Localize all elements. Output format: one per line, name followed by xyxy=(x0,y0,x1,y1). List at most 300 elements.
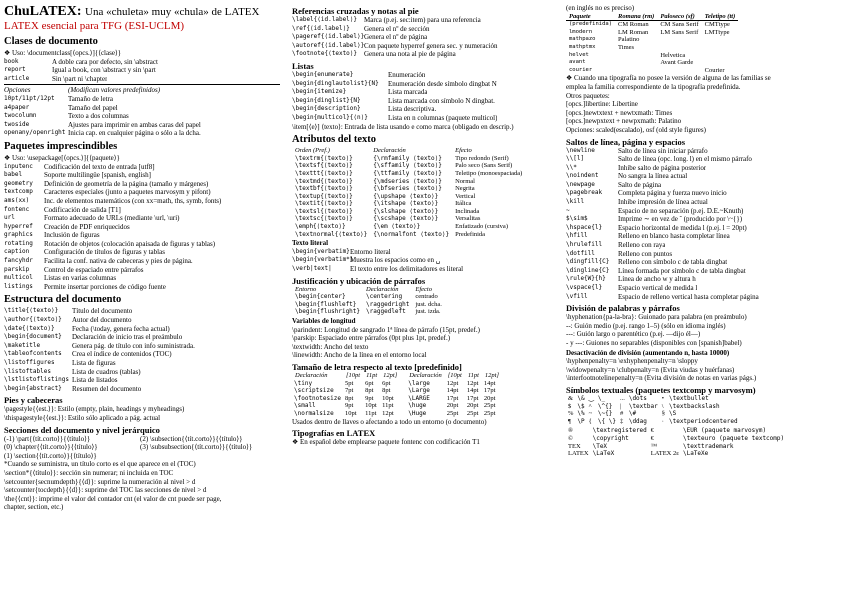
item-desc: Lista de cuadros (tablas) xyxy=(72,367,141,376)
column-header: Orden (Pref.) xyxy=(295,147,330,155)
list-item xyxy=(4,266,280,275)
item-key: \vspace{l} xyxy=(566,284,603,291)
justify-table xyxy=(292,286,445,316)
list-item xyxy=(4,316,280,325)
table-cell: 20pt xyxy=(446,402,459,410)
item-key: \begin{verbatim} xyxy=(292,247,350,255)
fontsize-table-right xyxy=(406,372,502,418)
item-key: \newpage xyxy=(566,180,595,188)
list-item xyxy=(4,248,280,257)
section-cmd: (1) \section{⟨tít.corto⟩}{⟨título⟩} xyxy=(4,451,97,460)
item-key: a4paper xyxy=(4,103,30,111)
list-item xyxy=(292,256,560,265)
table-cell: \textbar xyxy=(628,402,658,410)
table-cell: 25pt xyxy=(466,409,479,417)
table-cell: \# xyxy=(628,410,637,418)
item-desc: Tamaño de letra xyxy=(68,94,113,103)
item-key: \vfill xyxy=(566,292,588,300)
lists-list xyxy=(292,71,560,123)
table-cell: 6pt xyxy=(365,379,374,387)
table-row xyxy=(292,387,400,395)
table-row xyxy=(566,44,738,52)
list-item xyxy=(292,33,560,42)
list-item xyxy=(292,114,560,123)
list-item xyxy=(566,267,844,276)
list-item xyxy=(292,97,560,106)
item-desc: Igual a book, con \abstract y sin \part xyxy=(52,66,156,75)
column-2 xyxy=(292,4,560,447)
table-cell: \ddag xyxy=(628,417,647,425)
table-row xyxy=(566,435,786,443)
table-cell: \textup{⟨texto⟩} xyxy=(295,192,353,200)
table-cell: {\ttfamily ⟨texto⟩} xyxy=(373,169,442,177)
section-title-fontsize: Tamaño de letra respecto al texto [predefinido] xyxy=(292,361,462,372)
item-desc: Con paquete hyperref genera sec. y numeración xyxy=(364,41,498,50)
table-cell: Teletipo (monoespaciada) xyxy=(455,169,523,177)
table-cell: Avant Garde xyxy=(660,59,694,67)
table-cell: Inclinada xyxy=(455,207,480,215)
section-title-literal: Texto literal xyxy=(292,239,329,248)
table-cell: LM Sans Serif xyxy=(660,28,699,36)
table-cell: TEX xyxy=(568,442,581,450)
item-key: \\[l] xyxy=(566,155,585,163)
item-key: fontenc xyxy=(4,205,30,213)
table-cell: \textperiodcentered xyxy=(668,417,738,425)
item-desc: Facilita la conf. nativa de cabeceras y pies de página. xyxy=(44,257,193,266)
table-cell: \texttt{⟨texto⟩} xyxy=(295,169,353,177)
table-cell xyxy=(657,44,701,52)
table-cell: 17pt xyxy=(466,394,479,402)
text-line: [opcs.]libertine: Libertine xyxy=(566,100,638,109)
table-row xyxy=(292,178,525,186)
table-cell: 8pt xyxy=(344,394,354,402)
table-cell: Courier xyxy=(704,66,725,74)
hyph-list-2 xyxy=(566,357,844,383)
list-item xyxy=(292,265,560,274)
table-cell: \scriptsize xyxy=(294,387,334,395)
list-item xyxy=(566,224,844,233)
text-line: ❖ Cuando una tipografía no posee la versión de alguna de las familias se xyxy=(566,74,771,83)
section-title-breaks: Saltos de línea, página y espacios xyxy=(566,136,686,147)
table-row xyxy=(566,410,740,418)
text-line: --: Guión medio (p.ej. rango 1–5) (sólo en idioma inglés) xyxy=(566,321,726,330)
table-cell: 11pt xyxy=(365,409,377,417)
section-cmd: (0) \chapter{⟨tít.corto⟩}{⟨título⟩} xyxy=(4,443,98,452)
text-line: \hyphenpenalty=n \exhyphenpenalty=n \sloppy xyxy=(566,357,698,366)
item-key: inputenc xyxy=(4,162,33,170)
list-item xyxy=(566,284,844,293)
table-cell: € xyxy=(650,427,655,435)
table-cell: Palo seco (Sans Serif) xyxy=(455,162,513,170)
table-cell: mathptmx xyxy=(569,43,596,50)
column-header: Paloseco (sf) xyxy=(657,13,701,21)
item-desc: Texto a dos columnas xyxy=(68,112,129,121)
item-desc: Lista marcada xyxy=(388,88,428,97)
item-desc: Inhibe salto de página posterior xyxy=(618,163,707,172)
item-desc: Creación de PDF enriquecidos xyxy=(44,222,130,231)
table-row xyxy=(406,402,502,410)
table-cell: avant xyxy=(569,59,586,66)
item-key: hyperref xyxy=(4,222,33,230)
table-row xyxy=(406,410,502,418)
item-desc: A doble cara por defecto, sin \abstract xyxy=(52,57,158,66)
table-row xyxy=(566,395,740,403)
column-header: 12pt] xyxy=(383,371,398,379)
table-cell xyxy=(657,67,701,75)
table-cell: {\em ⟨texto⟩} xyxy=(373,223,421,231)
table-cell: Itálica xyxy=(455,200,472,208)
item-desc: Genera pág. de título con info suministrada. xyxy=(72,341,195,350)
list-item xyxy=(566,147,844,156)
list-item xyxy=(4,350,280,359)
list-item xyxy=(4,342,280,351)
table-cell: Negrita xyxy=(455,185,475,193)
item-key: \ref{⟨id.label⟩} xyxy=(292,24,350,32)
column-1 xyxy=(4,4,280,512)
table-cell: \large xyxy=(408,379,430,387)
text-line: Opciones: scaled(escalado), osf (old style figures) xyxy=(566,125,706,134)
table-cell: \textregistered xyxy=(592,427,647,435)
table-cell: \textit{⟨texto⟩} xyxy=(295,200,353,208)
table-cell: • xyxy=(661,394,665,402)
text-line: \textwidth: Ancho del texto xyxy=(292,342,369,351)
item-desc: El texto entre los delimitadores es literal xyxy=(350,265,464,274)
table-cell: \P xyxy=(577,417,585,425)
item-key: \listoftables xyxy=(4,367,51,375)
item-key: \newline xyxy=(566,146,595,154)
table-row xyxy=(566,427,786,435)
item-key: textcomp xyxy=(4,188,33,196)
table-cell: 20pt xyxy=(483,394,496,402)
item-key: \author{⟨texto⟩} xyxy=(4,316,62,324)
section-title-refs: Referencias cruzadas y notas al pie xyxy=(292,6,419,16)
item-desc: Salto de página xyxy=(618,180,662,189)
text-line: \widowpenalty=n \clubpenalty=n (Evita viudas y huérfanas) xyxy=(566,365,735,374)
table-cell: # xyxy=(619,410,624,418)
table-row xyxy=(566,403,740,411)
table-row xyxy=(292,380,400,388)
table-cell: ‿ xyxy=(588,394,594,402)
table-cell: \footnotesize xyxy=(294,394,341,402)
table-cell: \small xyxy=(294,402,316,410)
list-item xyxy=(4,223,280,232)
list-item xyxy=(4,435,280,444)
list-item xyxy=(566,241,844,250)
fontsize-tables xyxy=(292,372,560,418)
table-cell: 9pt xyxy=(344,402,354,410)
column-3 xyxy=(566,4,844,458)
item-key: \noindent xyxy=(566,172,599,180)
list-item xyxy=(566,198,844,207)
table-cell: \LaTeXe xyxy=(682,450,709,458)
table-cell: \textnormal{⟨texto⟩} xyxy=(295,230,368,238)
table-cell: \Large xyxy=(408,387,430,395)
table-cell: · xyxy=(661,417,664,425)
item-desc: Imprime ∼ en vez de ˜ (producido por \~{}) xyxy=(618,215,743,224)
item-key: \listoffigures xyxy=(4,359,55,366)
table-row xyxy=(292,200,525,208)
table-cell: Helvetica xyxy=(660,51,686,59)
column-header: 11pt xyxy=(467,371,479,379)
table-cell: \texteuro (paquete textcomp) xyxy=(682,434,785,442)
symbols-table-2 xyxy=(566,427,786,457)
section-title-attrs: Atributos del texto xyxy=(292,134,376,146)
fontsize-table-left xyxy=(292,372,400,418)
item-key: \hrulefill xyxy=(566,241,603,249)
list-item xyxy=(4,231,280,240)
table-row xyxy=(566,59,738,67)
item-desc: Listas en varias columnas xyxy=(44,274,117,283)
item-key: \verb|text| xyxy=(292,265,332,273)
table-row xyxy=(566,36,738,44)
table-cell: courier xyxy=(569,66,593,73)
text-line: *Cuando se suministra, un título corto es el que aparece en el (TOC) xyxy=(4,460,196,469)
list-item xyxy=(4,180,280,189)
table-cell: Enfatizado (cursiva) xyxy=(455,223,508,231)
list-item xyxy=(566,181,844,190)
text-line: Otros paquetes: xyxy=(566,91,610,100)
section-title-headers: Pies y cabeceras xyxy=(4,395,63,406)
table-cell: 10pt xyxy=(382,394,394,402)
table-cell: \LaTeX xyxy=(592,450,615,458)
table-cell: % xyxy=(568,410,574,418)
table-row xyxy=(292,301,445,309)
table-cell: \copyright xyxy=(592,434,629,442)
table-cell: Palatino xyxy=(618,36,640,44)
table-cell: just. izda. xyxy=(415,308,441,316)
table-row xyxy=(292,208,525,216)
item-desc: Lista de listados xyxy=(72,376,118,385)
table-row xyxy=(406,387,502,395)
table-cell: 10pt xyxy=(365,402,377,410)
item-desc: Inclusión de figuras xyxy=(44,231,100,240)
table-cell: \raggedright xyxy=(366,300,410,308)
table-cell: LATEX 2ε xyxy=(650,450,679,458)
pagestyle-line: \pagestyle{⟨est.⟩}: Estilo (empty, plain, headings y myheadings) xyxy=(4,405,185,414)
table-cell: {\upshape ⟨texto⟩} xyxy=(373,192,439,200)
list-item xyxy=(292,50,560,59)
table-cell: {\slshape ⟨texto⟩} xyxy=(373,207,439,215)
table-cell: 10pt xyxy=(344,409,357,417)
table-row xyxy=(292,193,525,201)
table-cell: ¶ xyxy=(568,417,571,425)
item-key: graphics xyxy=(4,231,33,239)
list-item xyxy=(4,274,280,283)
item-desc: Permite insertar porciones de código fuente xyxy=(44,282,166,291)
item-key: \kill xyxy=(566,198,585,206)
item-desc: Resumen del documento xyxy=(72,384,142,393)
table-cell: 12pt xyxy=(466,379,479,387)
list-item xyxy=(4,257,280,266)
table-cell: 8pt xyxy=(365,387,374,395)
table-cell: \LARGE xyxy=(408,394,430,402)
table-cell: \texttrademark xyxy=(682,442,734,450)
fonttable-preface: (en inglés no es preciso) xyxy=(566,4,635,12)
table-cell: \centering xyxy=(366,293,403,301)
table-cell xyxy=(702,59,739,67)
table-cell xyxy=(615,67,657,75)
text-line: - y ---: Guiones no separables (disponibles con [spanish]babel) xyxy=(566,338,742,347)
item-key: url xyxy=(4,214,15,222)
column-header: Romana (rm) xyxy=(615,13,657,21)
table-cell: {\bfseries ⟨texto⟩} xyxy=(373,185,442,193)
table-cell: 14pt xyxy=(466,387,479,395)
table-cell: & xyxy=(568,394,574,402)
column-header: 11pt xyxy=(366,371,378,379)
item-desc: Marca (p.ej. sec:item) para una referencia xyxy=(364,16,481,24)
table-cell: ... xyxy=(619,394,625,402)
table-cell: \normalsize xyxy=(294,409,334,417)
table-cell: \Huge xyxy=(408,409,427,417)
item-desc: Enumeración xyxy=(388,70,426,79)
item-desc: Sin \part ni \chapter xyxy=(52,74,108,83)
item-line: \item[⟨e⟩] ⟨texto⟩: Entrada de lista usando e como marca (obligado en descrip.) xyxy=(292,122,514,131)
item-key: \maketitle xyxy=(4,341,41,349)
table-header xyxy=(406,372,502,380)
item-key: \title{⟨texto⟩} xyxy=(4,307,59,315)
list-item xyxy=(566,189,844,198)
item-desc: Espacio vertical de medida l xyxy=(618,284,698,292)
column-header: Efecto xyxy=(455,147,472,155)
item-desc: Configuración de títulos de figuras y tablas xyxy=(44,248,165,257)
table-row xyxy=(292,231,525,239)
table-cell: Versalitas xyxy=(455,215,481,223)
packages-list xyxy=(4,163,280,292)
item-key: \begin{multicol}{⟨n⟩} xyxy=(292,113,368,121)
table-cell: 14pt xyxy=(446,387,459,395)
table-cell: $ xyxy=(568,402,572,410)
table-cell: \textbullet xyxy=(668,394,709,402)
section-title-lengths: Variables de longitud xyxy=(292,317,356,325)
item-desc: Lista descriptiva. xyxy=(388,105,437,114)
table-cell xyxy=(615,59,657,67)
table-row xyxy=(292,402,400,410)
table-cell: (predefinida) xyxy=(569,21,613,28)
literal-list xyxy=(292,248,560,274)
item-key: \pagebreak xyxy=(566,189,603,197)
table-cell: centrado xyxy=(415,293,438,301)
table-cell: \begin{center} xyxy=(295,293,346,301)
item-desc: Ajustes para imprimir en ambas caras del papel xyxy=(68,120,201,129)
list-item xyxy=(4,283,280,292)
table-cell: 12pt xyxy=(382,409,394,417)
text-line: \linewidth: Ancho de la línea en el entorno local xyxy=(292,351,427,360)
table-row xyxy=(566,21,738,29)
table-cell: 8pt xyxy=(382,387,391,395)
table-cell: 6pt xyxy=(382,379,391,387)
table-cell: {\mdseries ⟨texto⟩} xyxy=(373,177,442,185)
item-desc: Relleno con puntos xyxy=(618,249,673,258)
hyph-subtitle: Desactivación de división (aumentando n, hasta 10000) xyxy=(566,348,730,357)
list-item xyxy=(566,258,844,267)
item-key: babel xyxy=(4,171,23,179)
table-cell xyxy=(702,36,739,44)
item-key: \begin{dinglautolist}{N} xyxy=(292,79,379,87)
lengths-list xyxy=(292,326,560,360)
column-header: [10pt xyxy=(447,371,462,379)
item-key: book xyxy=(4,57,19,65)
text-line: [opcs.]newpxtext + newpxmath: Palatino xyxy=(566,117,682,126)
list-item xyxy=(4,214,280,223)
table-cell: {\itshape ⟨texto⟩} xyxy=(373,200,439,208)
item-desc: Genera el nº de sección xyxy=(364,24,430,33)
list-item xyxy=(292,88,560,97)
hyph-list xyxy=(566,313,844,347)
table-cell: 17pt xyxy=(446,394,459,402)
table-cell: 12pt xyxy=(446,379,459,387)
item-desc: Declaración de inicio tras el preámbulo xyxy=(72,333,183,342)
list-item xyxy=(4,452,280,461)
list-item xyxy=(4,171,280,180)
font-table xyxy=(566,13,738,75)
item-key: \begin{abstract} xyxy=(4,384,62,392)
list-item xyxy=(566,172,844,181)
thispagestyle-line: \thispagestyle{⟨est.⟩}: Estilo sólo aplicado a pág. actual xyxy=(4,413,161,422)
text-line: chapter, section, etc.) xyxy=(4,503,64,512)
list-item xyxy=(4,443,280,452)
list-item xyxy=(4,325,280,334)
item-key: twocolumn xyxy=(4,112,37,120)
table-cell xyxy=(657,36,701,44)
item-desc: Autor del documento xyxy=(72,316,132,325)
item-key: \dotfill xyxy=(566,249,595,257)
table-cell: {\scshape ⟨texto⟩} xyxy=(373,215,439,223)
list-item xyxy=(4,112,280,121)
text-line: \setcounter{secnumdepth}{⟨d⟩}: suprime la numeración al nivel > d xyxy=(4,477,196,486)
list-item xyxy=(292,16,560,25)
list-item xyxy=(566,215,844,224)
list-item xyxy=(4,359,280,368)
table-cell: \dots xyxy=(628,394,647,402)
table-cell: ^ xyxy=(588,402,592,410)
item-key: multicol xyxy=(4,274,33,282)
table-cell: CM Roman xyxy=(618,21,649,29)
table-cell: \ xyxy=(661,402,664,410)
list-item xyxy=(566,164,844,173)
item-key: listings xyxy=(4,282,33,290)
table-row xyxy=(566,52,738,60)
table-row xyxy=(566,450,786,458)
sections-notes xyxy=(4,460,280,512)
list-item xyxy=(4,104,280,113)
options-list xyxy=(4,95,280,138)
refs-list xyxy=(292,16,560,59)
table-row xyxy=(566,29,738,37)
fontsize-note: Usados dentro de llaves o afectando a todo un entorno (o documento) xyxy=(292,417,487,426)
table-cell: \textsc{⟨texto⟩} xyxy=(295,215,353,223)
list-item xyxy=(4,188,280,197)
text-line: ---: Guión largo o parentético (p.ej. —dijo él—) xyxy=(566,330,701,339)
item-desc: Muestra los espacios como en ␣ xyxy=(350,256,441,265)
list-item xyxy=(566,155,844,164)
table-cell: 25pt xyxy=(483,409,496,417)
column-header: Declaración xyxy=(373,147,406,155)
item-key: \\* xyxy=(566,163,577,171)
table-cell: {\sffamily ⟨texto⟩} xyxy=(373,162,442,170)
item-key: article xyxy=(4,74,30,82)
table-cell xyxy=(702,52,739,60)
text-line: [opcs.]newtxtext + newtxmath: Times xyxy=(566,108,673,117)
section-title-packages: Paquetes imprescindibles xyxy=(4,140,118,152)
options-header: Opciones (Modifican valores predefinidos) xyxy=(4,86,161,95)
list-item xyxy=(292,248,560,257)
item-desc: Tamaño del papel xyxy=(68,103,118,112)
item-desc: Espacio de no separación (p.ej. D.E.~Knuth) xyxy=(618,206,744,215)
table-cell: lmodern xyxy=(569,28,593,35)
table-cell: LMTtype xyxy=(704,28,730,36)
item-desc: Caracteres especiales (junto a paquetes marvosym y pifont) xyxy=(44,188,211,197)
section-title-justify: Justificación y ubicación de párrafos xyxy=(292,275,426,286)
